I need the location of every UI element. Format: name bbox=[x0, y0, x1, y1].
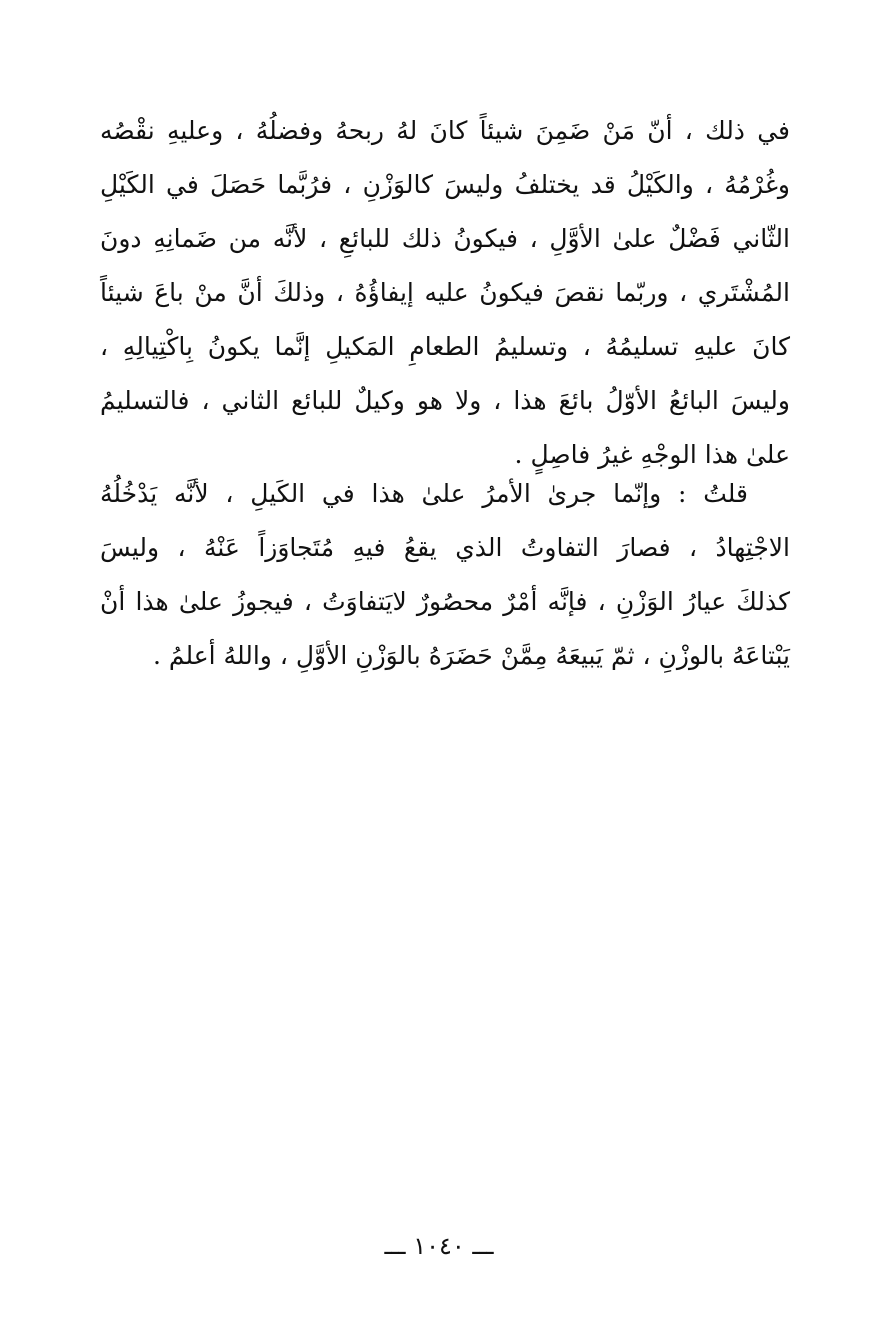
text-line: وغُرْمُهُ ، والكَيْلُ قد يختلفُ وليسَ كالوَزْنِ ، فرُبَّما حَصَلَ في الكَيْلِ bbox=[100, 170, 790, 199]
page-number: ـــ ١٠٤٠ ـــ bbox=[384, 1232, 494, 1260]
text-line: وليسَ البائعُ الأوّلُ بائعَ هذا ، ولا هو وكيلٌ للبائع الثاني ، فالتسليمُ bbox=[100, 386, 790, 415]
text-line: في ذلك ، أنّ مَنْ ضَمِنَ شيئاً كانَ لهُ ربحهُ وفضلُهُ ، وعليهِ نقْصُه bbox=[100, 116, 790, 145]
text-line: كذلكَ عيارُ الوَزْنِ ، فإنَّه أمْرٌ محصُورٌ لايَتفاوَتُ ، فيجوزُ علىٰ هذا أنْ bbox=[100, 587, 790, 616]
text-line: علىٰ هذا الوجْهِ غيرُ فاصِلٍ . bbox=[514, 440, 790, 469]
paragraph-2 bbox=[100, 467, 790, 683]
text-line: كانَ عليهِ تسليمُهُ ، وتسليمُ الطعامِ المَكيلِ إنَّما يكونُ بِاكْتِيالِهِ ، bbox=[100, 332, 790, 361]
text-line: الاجْتِهادُ ، فصارَ التفاوتُ الذي يقعُ فيهِ مُتَجاوَزاً عَنْهُ ، وليسَ bbox=[100, 533, 790, 562]
text-line: الثّاني فَضْلٌ علىٰ الأوَّلِ ، فيكونُ ذلك للبائعِ ، لأنَّه من ضَمانِهِ دونَ bbox=[100, 224, 790, 253]
text-line: يَبْتاعَهُ بالوزْنِ ، ثمّ يَبيعَهُ مِمَّنْ حَضَرَهُ بالوَزْنِ الأوَّلِ ، واللهُ أعلمُ . bbox=[152, 641, 790, 670]
text-line: قلتُ : وإنّما جرىٰ الأمرُ علىٰ هذا في الكَيلِ ، لأنَّه يَدْخُلُهُ bbox=[100, 479, 748, 508]
text-line: المُشْتَري ، وربّما نقصَ فيكونُ عليه إيفاؤُهُ ، وذلكَ أنَّ منْ باعَ شيئاً bbox=[100, 278, 790, 307]
paragraph-1 bbox=[100, 104, 790, 482]
